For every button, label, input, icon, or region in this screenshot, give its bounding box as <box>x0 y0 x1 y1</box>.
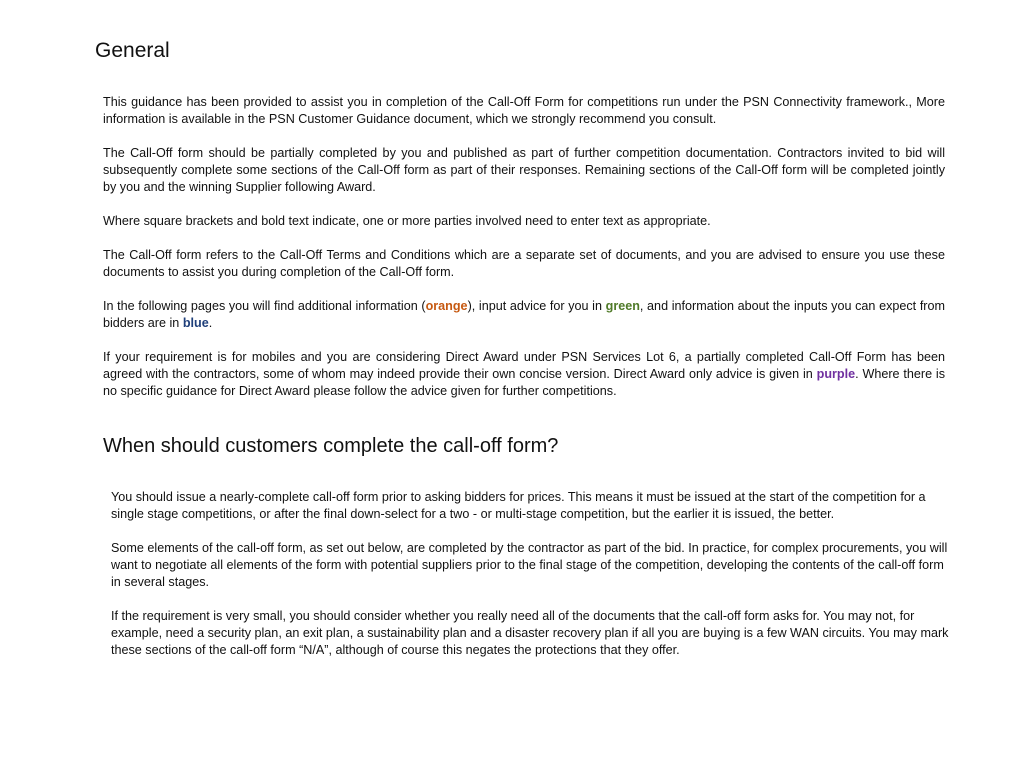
purple-keyword: purple <box>816 367 856 381</box>
paragraph-color-legend <box>103 298 945 332</box>
paragraph-small-requirement: If the requirement is very small, you should consider whether you really need all of the documents that the call-off form asks for. You may not, for example, need a security plan, an exit plan, a sustainability plan and a disaster recovery plan if all you are buying is a few WAN circuits. You may mark these sections of the call-off form “N/A”, although of course this negates the protections that they offer. <box>111 609 949 657</box>
color-legend-text: . <box>208 316 213 330</box>
when-section <box>111 489 953 676</box>
paragraph-terms-and-conditions: The Call-Off form refers to the Call-Off Terms and Conditions which are a separate set of documents, and you are advised to ensure you use these documents to assist you during completion of the Call-Off form. <box>103 248 945 279</box>
orange-keyword: orange <box>425 299 468 313</box>
blue-keyword: blue <box>182 316 209 330</box>
paragraph-partial-completion: The Call-Off form should be partially completed by you and published as part of further competition documentation. Contractors invited to bid will subsequently complete some sections of the Call-Off form as part of their responses. Remaining sections of the Call-Off form will be completed jointly by you and the winning Supplier following Award. <box>103 146 945 194</box>
color-legend-text: , and information about the inputs you can expect from bidders are in <box>103 299 946 330</box>
section-heading-when: When should customers complete the call-off form? <box>103 435 559 457</box>
paragraph-contractor-elements: Some elements of the call-off form, as set out below, are completed by the contractor as part of the bid. In practice, for complex procurements, you will want to negotiate all elements of the form with potential suppliers prior to the final stage of the competition, developing the contents of the call-off form in several stages. <box>111 541 948 589</box>
direct-award-text: If your requirement is for mobiles and you are considering Direct Award under PSN Services Lot 6, a partially completed Call-Off Form has been agreed with the contractors, some of whom may indeed provide their own concise version. Direct Award only advice is given in <box>103 350 945 381</box>
paragraph-square-brackets: Where square brackets and bold text indicate, one or more parties involved need to enter text as appropriate. <box>103 214 711 228</box>
paragraph-guidance-purpose: This guidance has been provided to assist you in completion of the Call-Off Form for competitions run under the PSN Connectivity framework., More information is available in the PSN Customer Guidance document, which we strongly recommend you consult. <box>103 95 945 126</box>
paragraph-issue-timing: You should issue a nearly-complete call-off form prior to asking bidders for prices. This means it must be issued at the start of the competition for a single stage competitions, or after the final down-select for a two - or multi-stage competition, but the earlier it is issued, the better. <box>111 490 926 521</box>
direct-award-text: . Where there is no specific guidance for Direct Award please follow the advice given for further competitions. <box>103 367 945 398</box>
paragraph-direct-award <box>103 349 945 400</box>
color-legend-text: ), input advice for you in <box>467 299 606 313</box>
general-section <box>103 94 945 417</box>
green-keyword: green <box>605 299 640 313</box>
section-heading-general: General <box>95 39 170 62</box>
color-legend-text: In the following pages you will find additional information ( <box>103 299 426 313</box>
